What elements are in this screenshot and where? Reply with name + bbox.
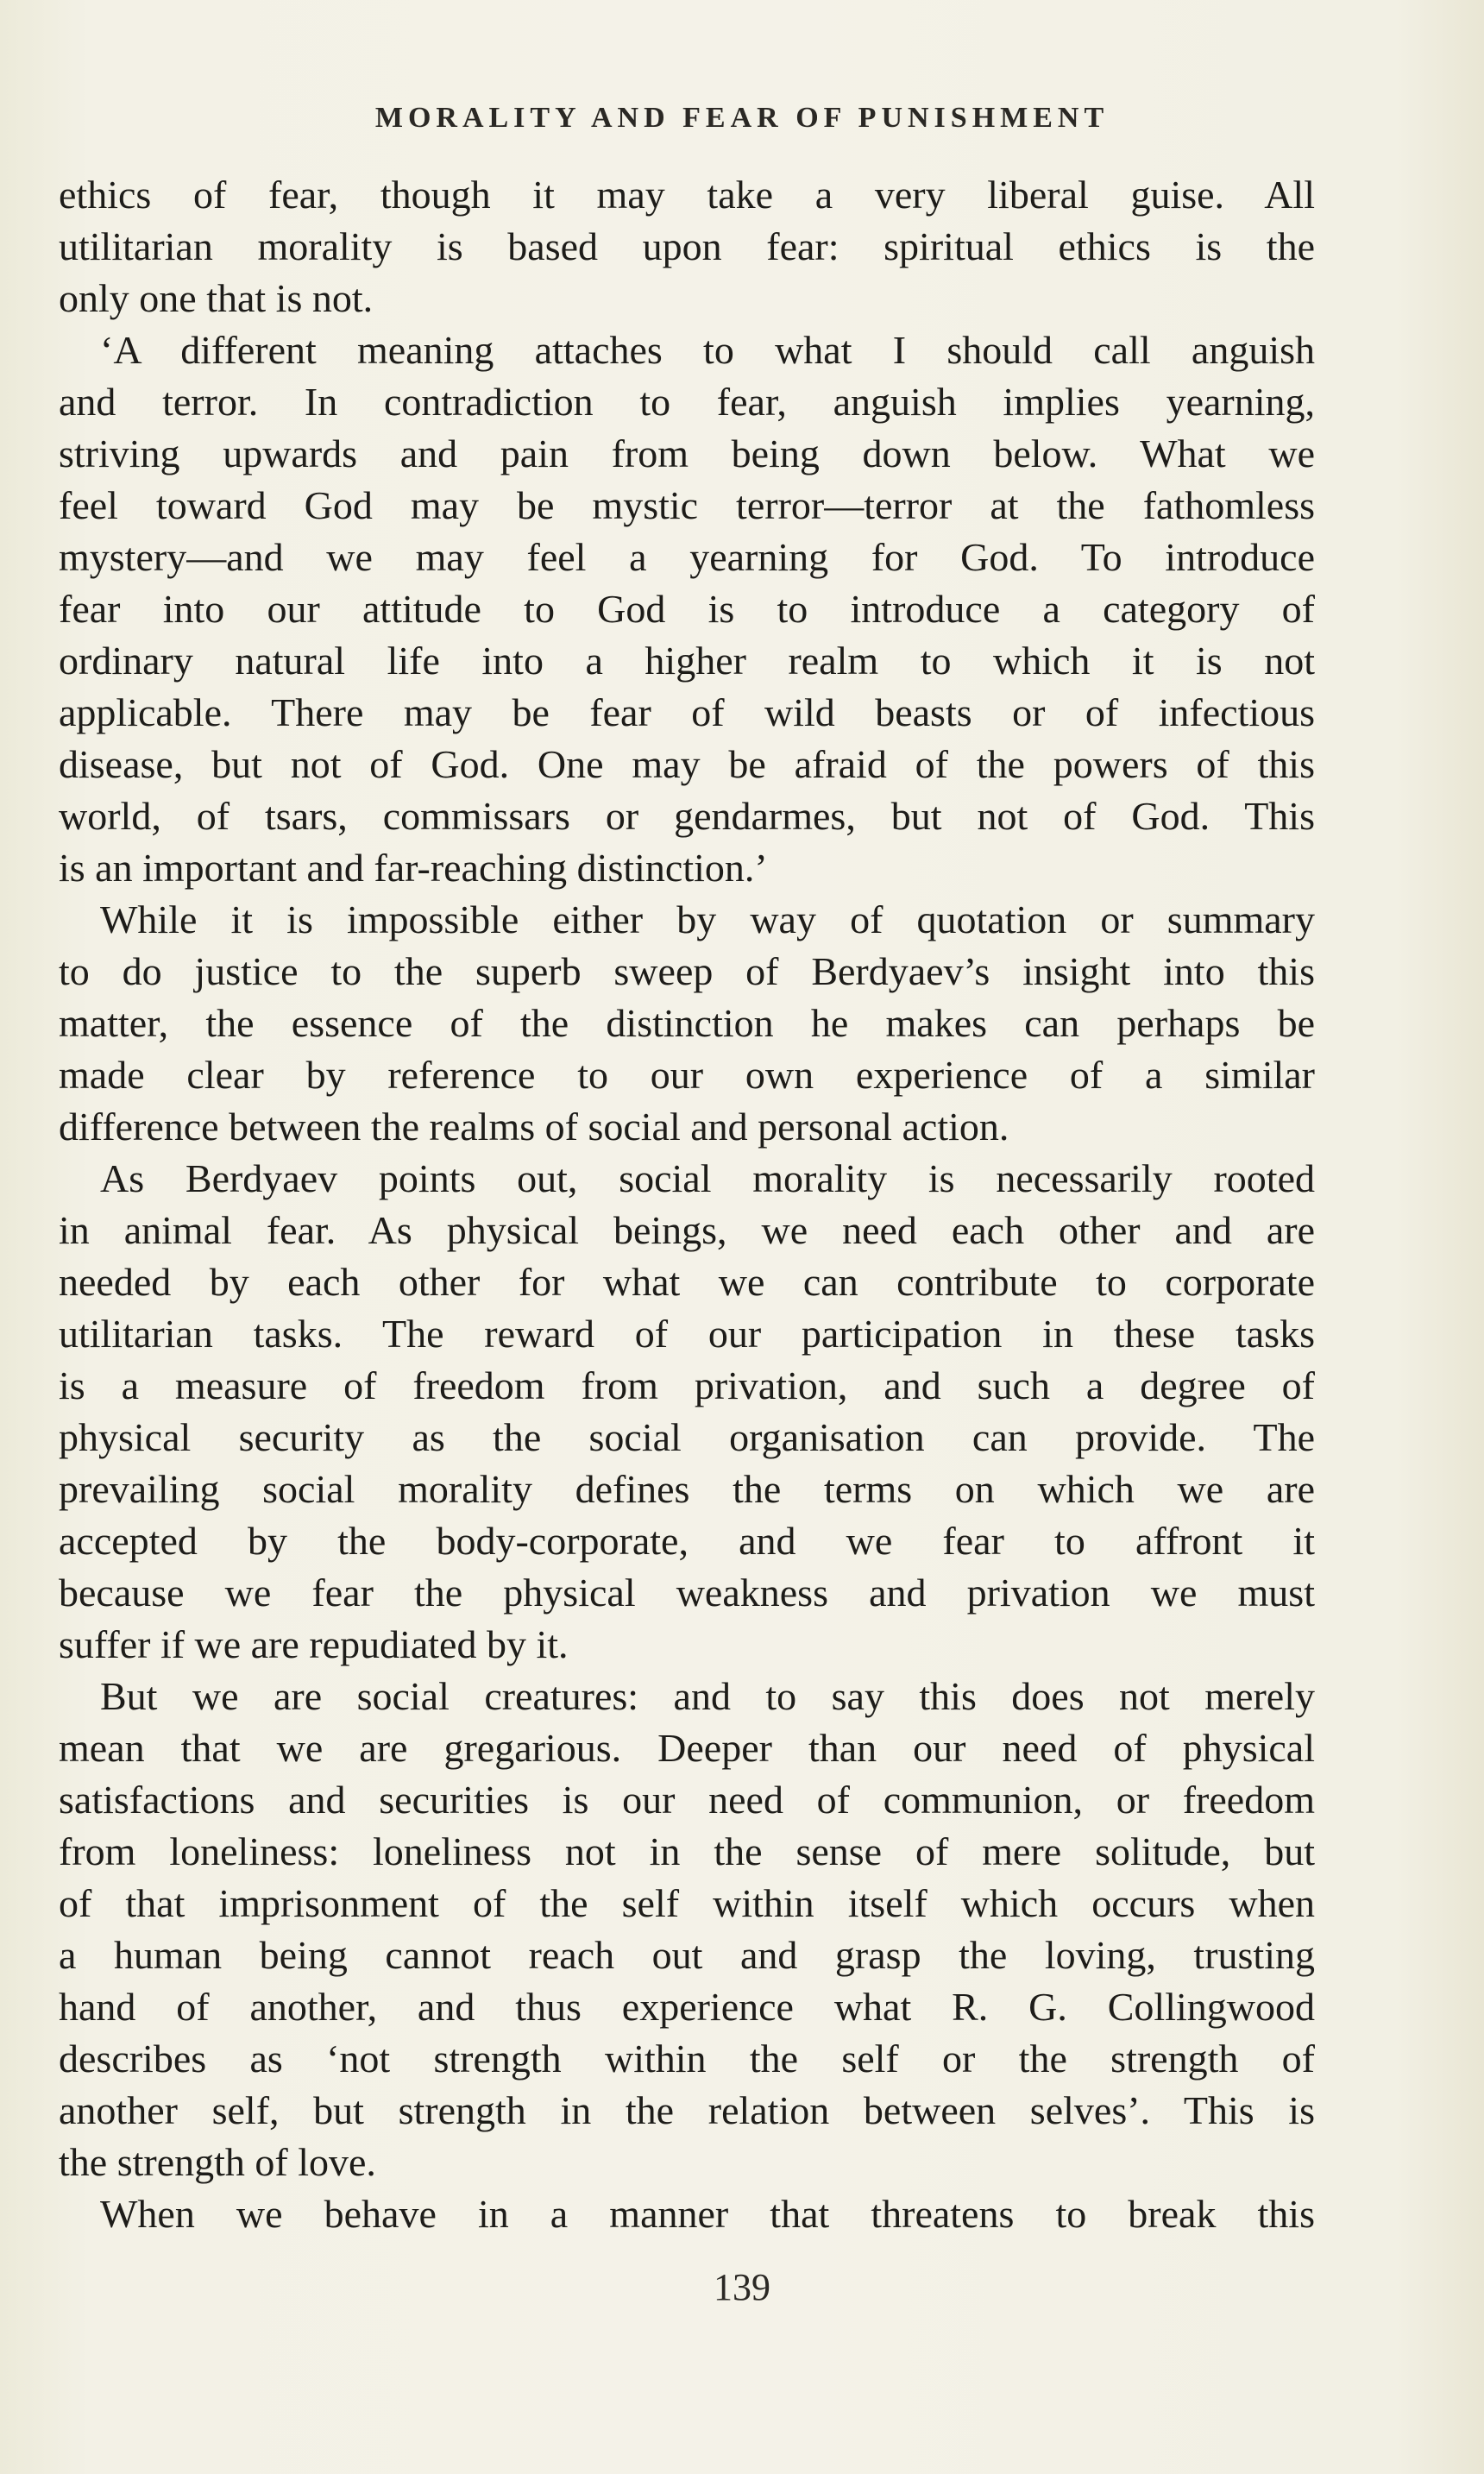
text-line: is an important and far-reaching distinction.’: [59, 846, 768, 890]
text-line: and terror. In contradiction to fear, anguish implies yearning,: [59, 380, 1315, 424]
text-line: applicable. There may be fear of wild beasts or of infectious: [59, 690, 1315, 734]
text-line: to do justice to the superb sweep of Berdyaev’s insight into this: [59, 949, 1315, 993]
text-line: mystery—and we may feel a yearning for God. To introduce: [59, 535, 1315, 579]
text-line: in animal fear. As physical beings, we need each other and are: [59, 1208, 1315, 1252]
text-line: physical security as the social organisation can provide. The: [59, 1415, 1315, 1459]
text-line: the strength of love.: [59, 2140, 376, 2184]
paragraph: [59, 1671, 1315, 2188]
text-line: prevailing social morality defines the terms on which we are: [59, 1467, 1315, 1511]
text-line: utilitarian morality is based upon fear: spiritual ethics is the: [59, 224, 1315, 268]
text-line: of that imprisonment of the self within itself which occurs when: [59, 1881, 1315, 1925]
paragraph: [59, 2188, 1315, 2240]
text-line: suffer if we are repudiated by it.: [59, 1622, 569, 1666]
text-line: ethics of fear, though it may take a very liberal guise. All: [59, 173, 1315, 217]
running-head: MORALITY AND FEAR OF PUNISHMENT: [374, 102, 1110, 134]
text-line: accepted by the body-corporate, and we fear to affront it: [59, 1519, 1315, 1563]
text-line: striving upwards and pain from being down below. What we: [59, 431, 1315, 475]
text-line: ordinary natural life into a higher realm to which it is not: [59, 639, 1315, 683]
text-line: disease, but not of God. One may be afraid of the powers of this: [59, 742, 1315, 786]
paragraph: [59, 324, 1315, 894]
text-line: because we fear the physical weakness and privation we must: [59, 1571, 1315, 1615]
text-line: feel toward God may be mystic terror—terror at the fathomless: [59, 483, 1315, 527]
text-line: is a measure of freedom from privation, and such a degree of: [59, 1363, 1315, 1407]
paragraph: [59, 1153, 1315, 1671]
text-line: describes as ‘not strength within the self or the strength of: [59, 2036, 1315, 2081]
text-line: But we are social creatures: and to say this does not merely: [100, 1674, 1315, 1718]
paragraph: [59, 169, 1315, 324]
text-line: While it is impossible either by way of quotation or summary: [100, 897, 1315, 941]
text-line: fear into our attitude to God is to introduce a category of: [59, 587, 1315, 631]
text-line: made clear by reference to our own experience of a similar: [59, 1053, 1315, 1097]
text-line: from loneliness: loneliness not in the sense of mere solitude, but: [59, 1829, 1315, 1873]
text-line: ‘A different meaning attaches to what I should call anguish: [100, 328, 1315, 372]
text-line: hand of another, and thus experience what R. G. Collingwood: [59, 1985, 1315, 2029]
text-line: satisfactions and securities is our need of communion, or freedom: [59, 1778, 1315, 1822]
text-line: needed by each other for what we can contribute to corporate: [59, 1260, 1315, 1304]
paragraph: [59, 894, 1315, 1153]
text-line: a human being cannot reach out and grasp the loving, trusting: [59, 1933, 1315, 1977]
text-line: difference between the realms of social and personal action.: [59, 1105, 1009, 1149]
text-line: world, of tsars, commissars or gendarmes, but not of God. This: [59, 794, 1315, 838]
body-text: [59, 169, 1315, 2240]
text-line: matter, the essence of the distinction he makes can perhaps be: [59, 1001, 1315, 1045]
text-line: As Berdyaev points out, social morality is necessarily rooted: [100, 1156, 1315, 1200]
text-line: When we behave in a manner that threatens to break this: [100, 2192, 1315, 2236]
text-line: only one that is not.: [59, 276, 374, 320]
text-line: utilitarian tasks. The reward of our participation in these tasks: [59, 1312, 1315, 1356]
page-number: 139: [714, 2266, 770, 2308]
text-line: another self, but strength in the relation between selves’. This is: [59, 2088, 1315, 2132]
text-line: mean that we are gregarious. Deeper than our need of physical: [59, 1726, 1315, 1770]
